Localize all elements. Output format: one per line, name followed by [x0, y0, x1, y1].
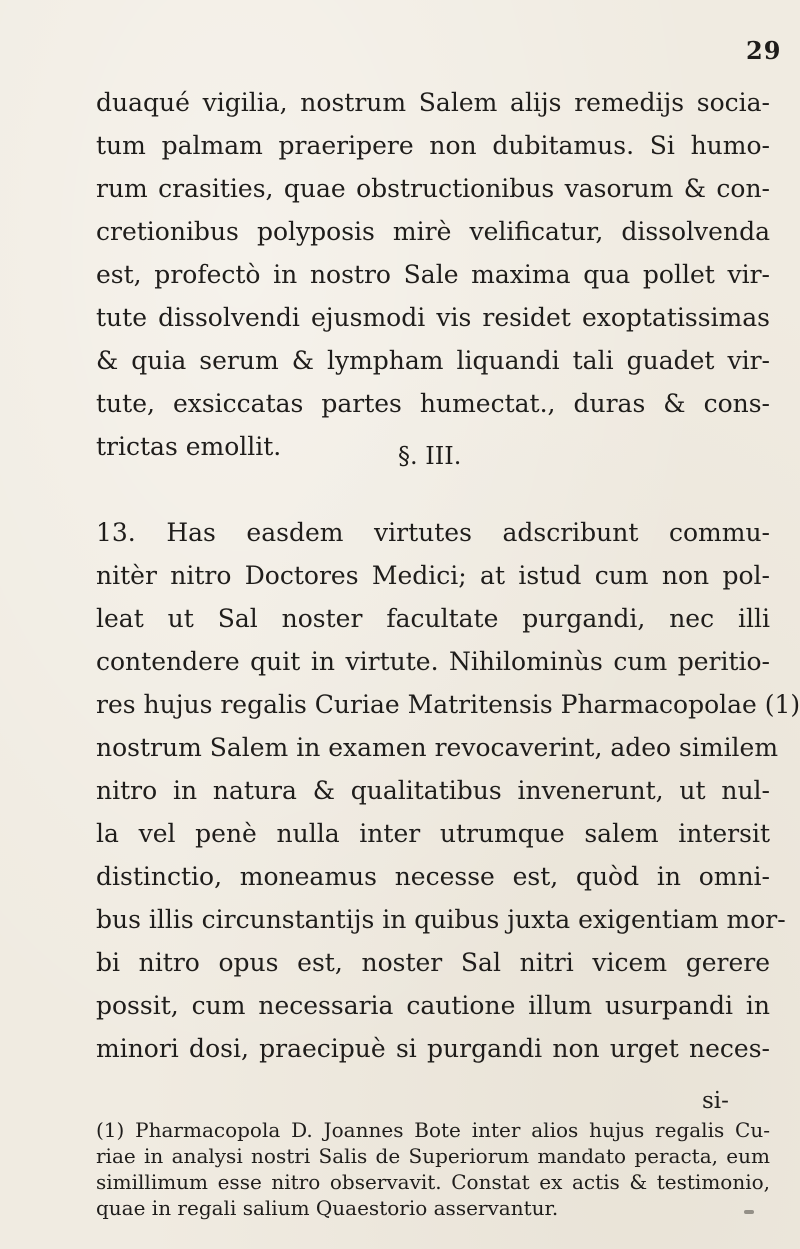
text-line: contendere quit in virtute. Nihilominùs cum peritio- — [96, 647, 770, 676]
catchword: si- — [702, 1088, 729, 1114]
text-line: minori dosi, praecipuè si purgandi non urget neces- — [96, 1034, 770, 1063]
text-line: cretionibus polyposis mirè velificatur, dissolvenda — [96, 217, 770, 246]
text-line: duaqué vigilia, nostrum Salem alijs remedijs socia- — [96, 88, 770, 117]
text-line: rum crasities, quae obstructionibus vasorum & con- — [96, 174, 770, 203]
text-line: bi nitro opus est, noster Sal nitri vicem gerere — [96, 948, 770, 977]
text-line: est, profectò in nostro Sale maxima qua pollet vir- — [96, 260, 770, 289]
text-line: bus illis circunstantijs in quibus juxta exigentiam mor- — [96, 905, 786, 934]
footnote-line: (1) Pharmacopola D. Joannes Bote inter alios hujus regalis Cu- — [96, 1118, 770, 1142]
text-line: leat ut Sal noster facultate purgandi, nec illi — [96, 604, 770, 633]
text-line: possit, cum necessaria cautione illum usurpandi in — [96, 991, 770, 1020]
ink-speck — [744, 1210, 754, 1214]
text-line: res hujus regalis Curiae Matritensis Pharmacopolae (1) — [96, 690, 800, 719]
footnote-line: simillimum esse nitro observavit. Constat ex actis & testimonio, — [96, 1170, 770, 1194]
footnote-line: quae in regali salium Quaestorio asservantur. — [96, 1196, 559, 1220]
text-line: trictas emollit. — [96, 432, 282, 461]
text-line: nitro in natura & qualitatibus invenerunt, ut nul- — [96, 776, 770, 805]
text-line: 13. Has easdem virtutes adscribunt commu- — [96, 518, 770, 547]
section-heading: §. III. — [398, 442, 462, 470]
text-line: & quia serum & lympham liquandi tali guadet vir- — [96, 346, 770, 375]
text-line: nitèr nitro Doctores Medici; at istud cum non pol- — [96, 561, 770, 590]
footnote-line: riae in analysi nostri Salis de Superiorum mandato peracta, eum — [96, 1144, 770, 1168]
text-line: la vel penè nulla inter utrumque salem intersit — [96, 819, 770, 848]
text-line: tute, exsiccatas partes humectat., duras & cons- — [96, 389, 770, 418]
text-line: distinctio, moneamus necesse est, quòd in omni- — [96, 862, 770, 891]
text-line: tum palmam praeripere non dubitamus. Si humo- — [96, 131, 770, 160]
text-line: nostrum Salem in examen revocaverint, adeo similem — [96, 733, 779, 762]
page-number: 29 — [746, 36, 782, 65]
text-line: tute dissolvendi ejusmodi vis residet exoptatissimas — [96, 303, 770, 332]
